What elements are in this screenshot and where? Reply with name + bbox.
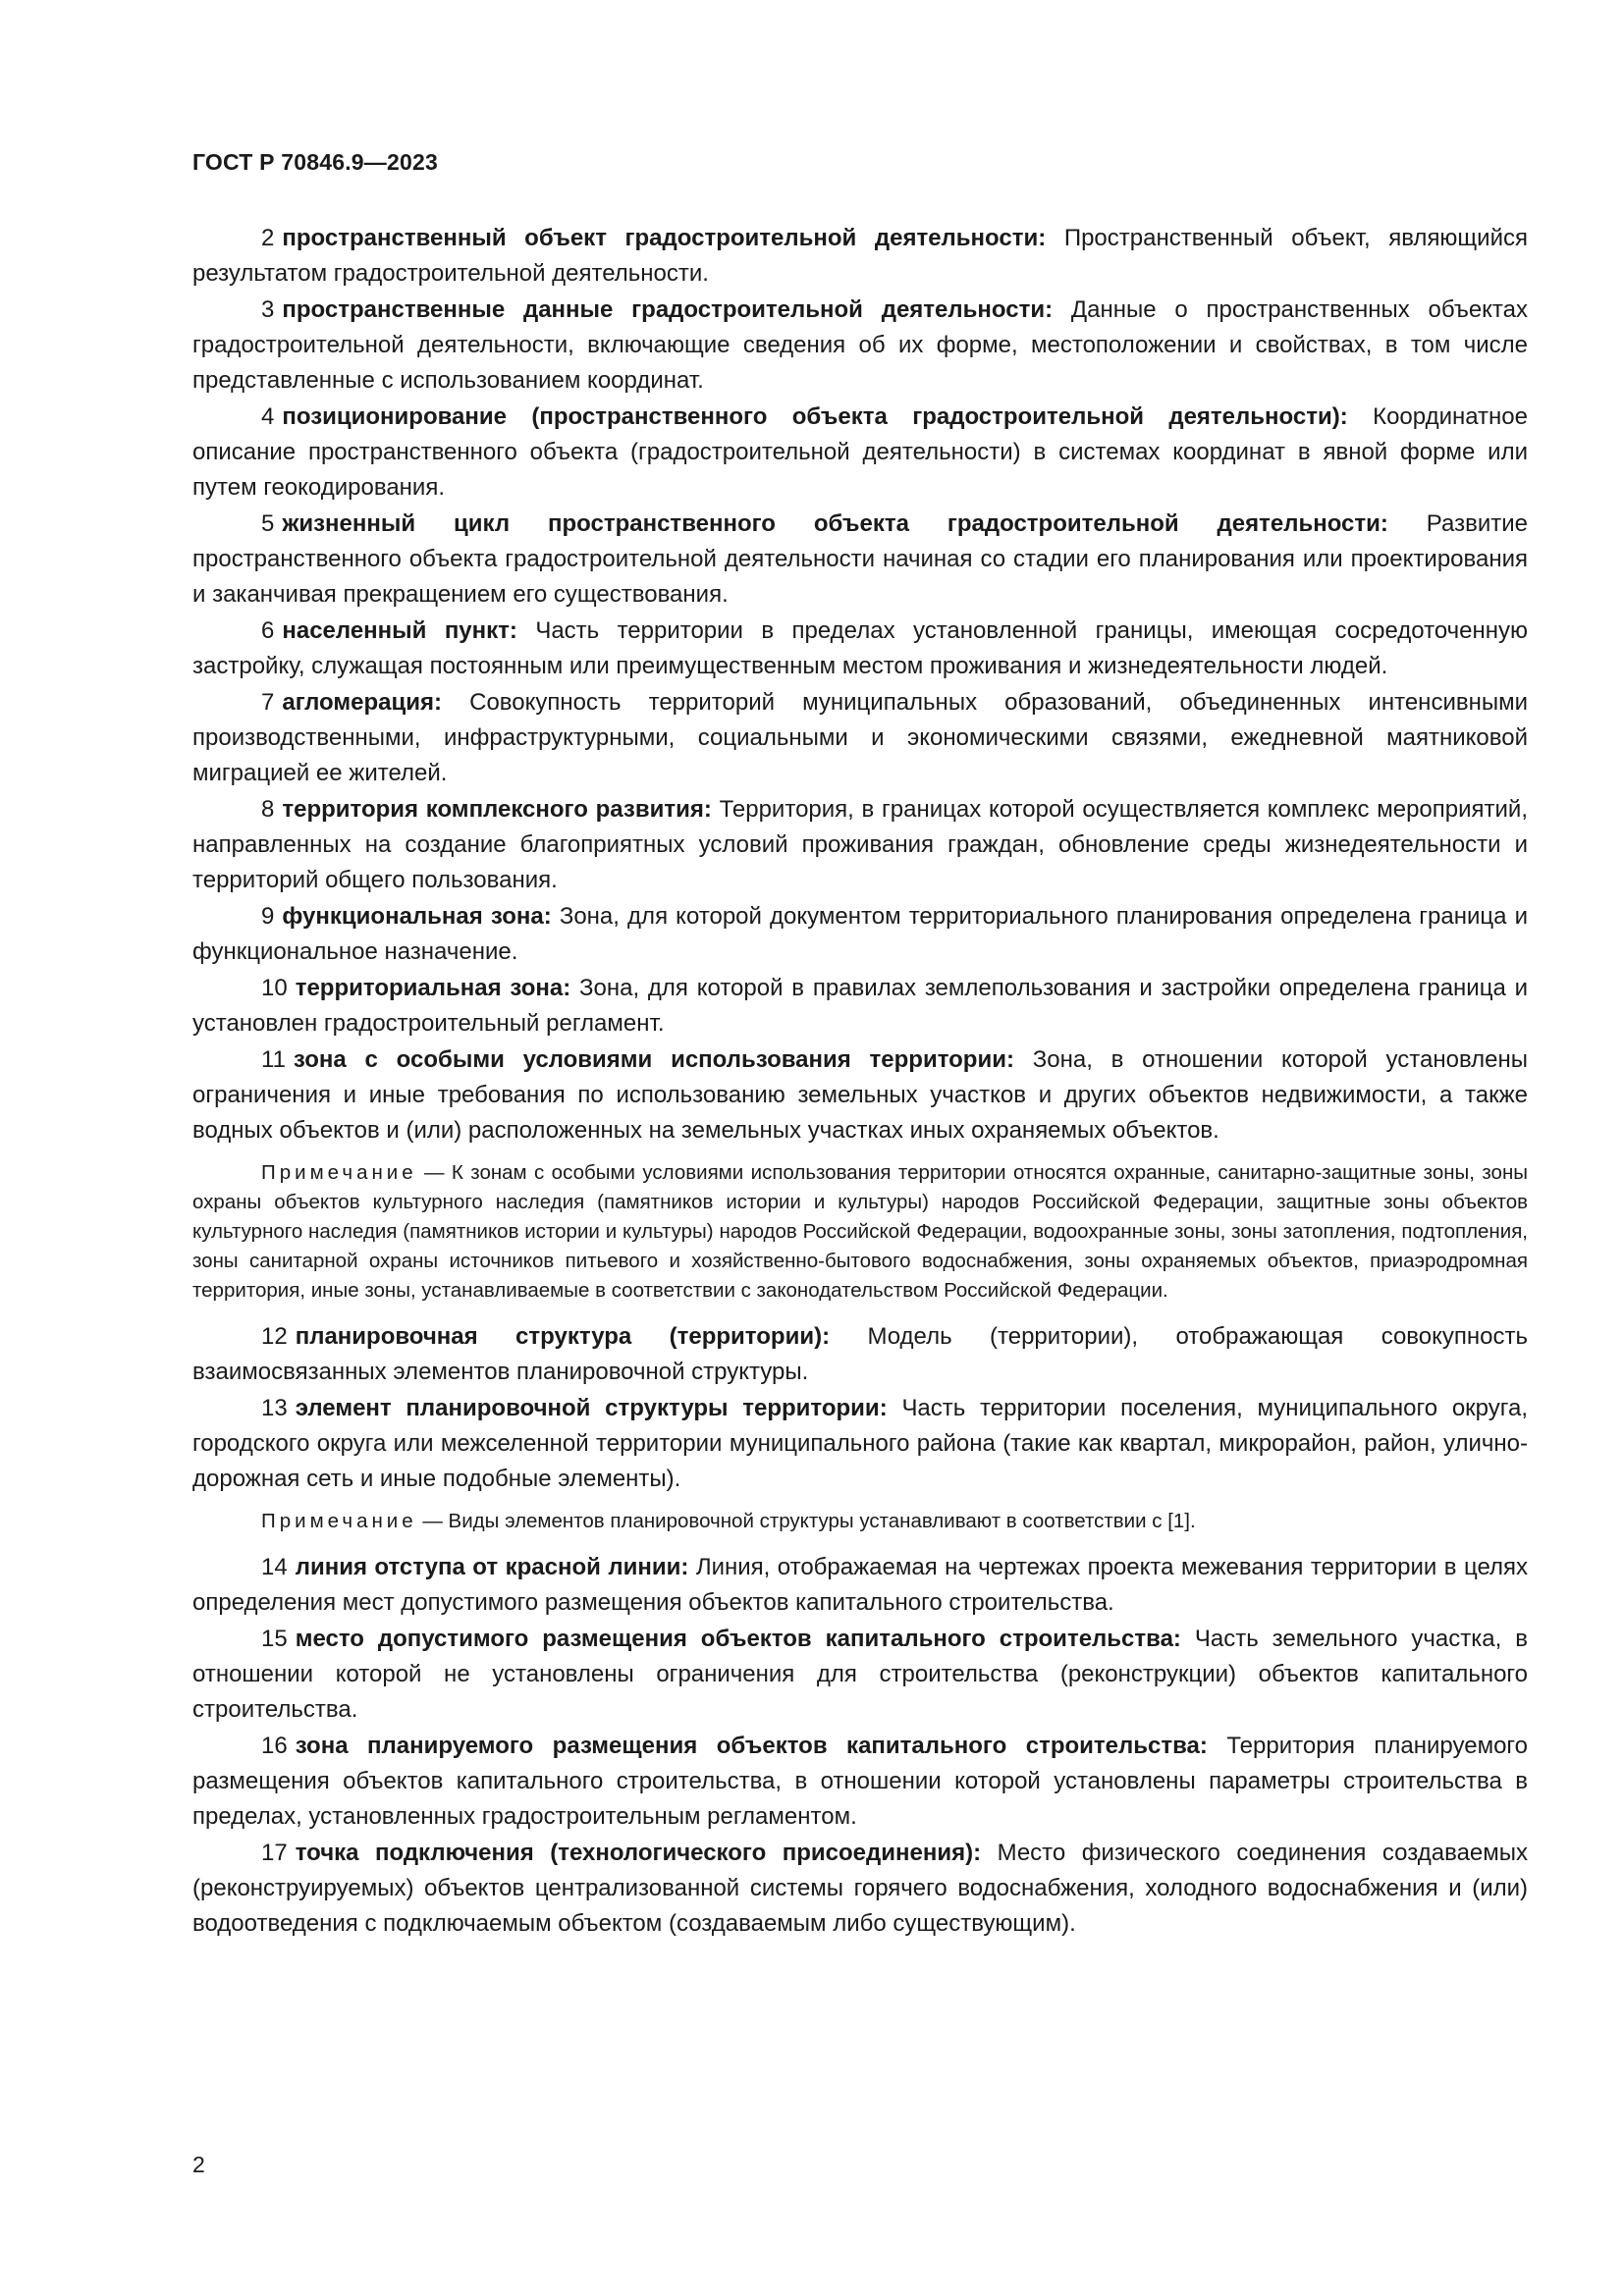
- term-entry: [192, 614, 1528, 684]
- term-number: 7: [261, 689, 275, 716]
- term-title: зона с особыми условиями использования территории:: [293, 1046, 1014, 1073]
- term-number: 8: [261, 796, 275, 823]
- term-definition: Место физического соединения создаваемых (реконструируемых) объектов централизованной системы горячего водоснабжения, холодного водоснабжения и (или) водоотведения с подключаемым объектом (создаваемым либо существующим).: [192, 1840, 1529, 1937]
- term-entry: [192, 1729, 1528, 1835]
- term-title: агломерация:: [282, 689, 442, 716]
- term-definition: Координатное описание пространственного объекта (градостроительной деятельности) в системах координат в явной форме или путем геокодирования.: [192, 403, 1528, 501]
- term-entry: [192, 1319, 1528, 1390]
- term-entry: [192, 400, 1528, 506]
- term-entry: [192, 1622, 1528, 1728]
- term-definition: Территория планируемого размещения объектов капитального строительства, в отношении которой установлены параметры строительства в пределах, установленных градостроительным регламентом.: [192, 1733, 1528, 1830]
- term-entry: [192, 899, 1528, 970]
- term-number: 14: [261, 1554, 288, 1580]
- term-definition: Зона, для которой в правилах землепользования и застройки определена граница и установлен градостроительный регламент.: [192, 975, 1528, 1037]
- term-title: элемент планировочной структуры территории:: [295, 1395, 888, 1421]
- term-entry: [192, 293, 1528, 399]
- term-definition: Часть территории в пределах установленной границы, имеющая сосредоточенную застройку, служащая постоянным или преимущественным местом проживания и жизнедеятельности людей.: [192, 617, 1529, 679]
- term-title: населенный пункт:: [282, 617, 517, 644]
- term-title: точка подключения (технологического присоединения):: [295, 1840, 982, 1866]
- term-title: место допустимого размещения объектов капитального строительства:: [295, 1626, 1181, 1652]
- term-title: пространственный объект градостроительной деятельности:: [282, 225, 1047, 251]
- term-definition: Линия, отображаемая на чертежах проекта межевания территории в целях определения мест допустимого размещения объектов капитального строительства.: [192, 1554, 1529, 1616]
- document-body: [192, 221, 1528, 1943]
- term-definition: Развитие пространственного объекта градостроительной деятельности начиная со стадии его планирования или проектирования и заканчивая прекращением его существования.: [192, 510, 1528, 608]
- document-header: ГОСТ Р 70846.9—2023: [192, 149, 438, 175]
- page-number: 2: [192, 2152, 205, 2177]
- term-entry: [192, 1550, 1528, 1621]
- term-entry: [192, 685, 1528, 791]
- term-entry: [192, 221, 1528, 292]
- term-title: жизненный цикл пространственного объекта градостроительной деятельности:: [282, 510, 1388, 537]
- term-title: территория комплексного развития:: [282, 796, 712, 823]
- term-number: 11: [261, 1046, 286, 1073]
- term-definition: Данные о пространственных объектах градостроительной деятельности, включающие сведения об их форме, местоположении и свойствах, в том числе представленные с использованием координат.: [192, 296, 1529, 394]
- term-number: 16: [261, 1733, 288, 1759]
- term-number: 5: [261, 510, 275, 537]
- note: [192, 1507, 1528, 1536]
- term-title: функциональная зона:: [282, 903, 552, 930]
- note: [192, 1158, 1528, 1306]
- term-number: 15: [261, 1626, 288, 1652]
- term-number: 6: [261, 617, 275, 644]
- term-number: 4: [261, 403, 275, 430]
- term-number: 10: [261, 975, 288, 1001]
- term-entry: [192, 1042, 1528, 1148]
- term-title: линия отступа от красной линии:: [295, 1554, 689, 1580]
- term-title: пространственные данные градостроительной деятельности:: [282, 296, 1054, 323]
- term-entry: [192, 507, 1528, 613]
- term-definition: Зона, для которой документом территориального планирования определена граница и функциональное назначение.: [192, 903, 1528, 965]
- term-definition: Зона, в отношении которой установлены ограничения и иные требования по использованию земельных участков и других объектов недвижимости, а также водных объектов и (или) расположенных на земельных участках иных охраняемых объектов.: [192, 1046, 1528, 1144]
- term-number: 17: [261, 1840, 288, 1866]
- term-definition: Часть земельного участка, в отношении которой не установлены ограничения для строительства (реконструкции) объектов капитального строительства.: [192, 1626, 1529, 1723]
- term-number: 9: [261, 903, 275, 930]
- note-text: — К зонам с особыми условиями использования территории относятся охранные, санитарно-защитные зоны, зоны охраны объектов культурного наследия (памятников истории и культуры) народов Российской Федерации, защитные зоны объектов культурного наследия (памятников истории и культуры) народов Российской Федерации, водоохранные зоны, зоны затопления, подтопления, зоны санитарной охраны источников питьевого и хозяйственно-бытового водоснабжения, зоны охраняемых объектов, приаэродромная территория, иные зоны, устанавливаемые в соответствии с законодательством Российской Федерации.: [192, 1161, 1528, 1302]
- term-title: позиционирование (пространственного объекта градостроительной деятельности):: [282, 403, 1348, 430]
- term-definition: Совокупность территорий муниципальных образований, объединенных интенсивными производственными, инфраструктурными, социальными и экономическими связями, ежедневной маятниковой миграцией ее жителей.: [192, 689, 1529, 786]
- term-entry: [192, 1391, 1528, 1497]
- term-definition: Часть территории поселения, муниципального округа, городского округа или межселенной территории муниципального района (такие как квартал, микрорайон, район, улично-дорожная сеть и иные подобные элементы).: [192, 1395, 1528, 1492]
- term-number: 2: [261, 225, 275, 251]
- term-title: территориальная зона:: [295, 975, 571, 1001]
- term-number: 3: [261, 296, 275, 323]
- term-title: планировочная структура (территории):: [295, 1323, 831, 1350]
- term-entry: [192, 1836, 1528, 1942]
- term-number: 12: [261, 1323, 288, 1350]
- note-label: Примечание: [261, 1161, 417, 1184]
- term-entry: [192, 971, 1528, 1041]
- term-definition: Территория, в границах которой осуществляется комплекс мероприятий, направленных на создание благоприятных условий проживания граждан, обновление среды жизнедеятельности и территорий общего пользования.: [192, 796, 1529, 893]
- term-definition: Модель (территории), отображающая совокупность взаимосвязанных элементов планировочной структуры.: [192, 1323, 1528, 1385]
- term-entry: [192, 792, 1528, 898]
- note-label: Примечание: [261, 1510, 417, 1532]
- note-text: — Виды элементов планировочной структуры устанавливают в соответствии с [1].: [416, 1510, 1196, 1532]
- term-number: 13: [261, 1395, 288, 1421]
- term-title: зона планируемого размещения объектов капитального строительства:: [295, 1733, 1208, 1759]
- term-definition: Пространственный объект, являющийся результатом градостроительной деятельности.: [192, 225, 1528, 287]
